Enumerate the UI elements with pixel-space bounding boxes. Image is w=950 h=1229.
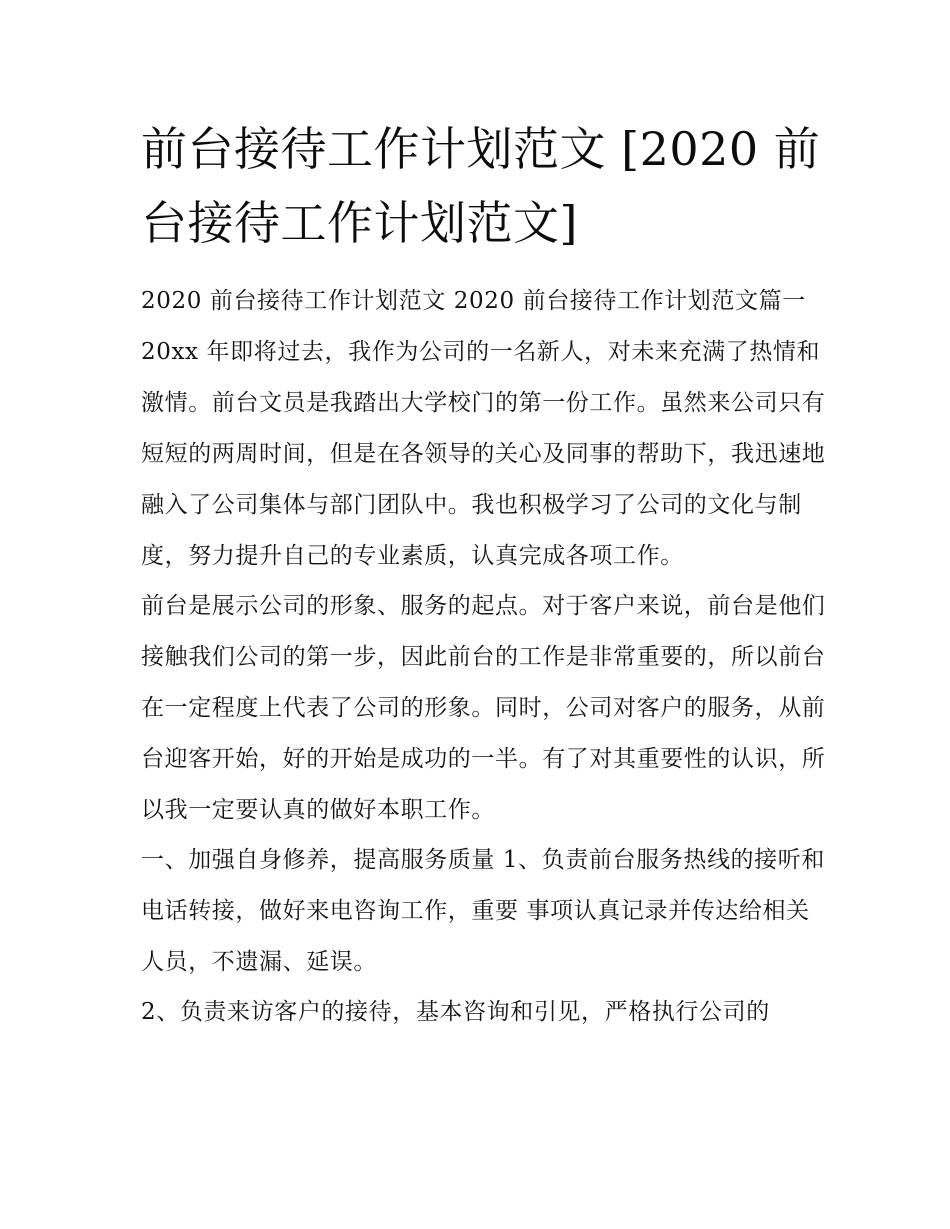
document-body — [141, 276, 826, 1038]
paragraph-section-one: 一、加强自身修养，提高服务质量 1、负责前台服务热线的接听和电话转接，做好来电咨询工作，重要 事项认真记录并传达给相关人员，不遗漏、延误。 — [141, 847, 825, 975]
paragraph-intro: 2020 前台接待工作计划范文 2020 前台接待工作计划范文篇一 20xx 年即将过去，我作为公司的一名新人，对未来充满了热情和激情。前台文员是我踏出大学校门的第一份工作。虽然来公司只有短短的两周时间，但是在各领导的关心及同事的帮助下，我迅速地融入了公司集体与部门团队中。我也积极学习了公司的文化与制度，努力提升自己的专业素质，认真完成各项工作。 — [141, 288, 826, 569]
paragraph-front-desk-role: 前台是展示公司的形象、服务的起点。对于客户来说，前台是他们接触我们公司的第一步，因此前台的工作是非常重要的，所以前台在一定程度上代表了公司的形象。同时，公司对客户的服务，从前台迎客开始，好的开始是成功的一半。有了对其重要性的认识，所以我一定要认真的做好本职工作。 — [141, 593, 826, 823]
document-title: 前台接待工作计划范文 [2020 前台接待工作计划范文] — [141, 122, 821, 250]
paragraph-item-two: 2、负责来访客户的接待，基本咨询和引见，严格执行公司的 — [141, 999, 770, 1025]
